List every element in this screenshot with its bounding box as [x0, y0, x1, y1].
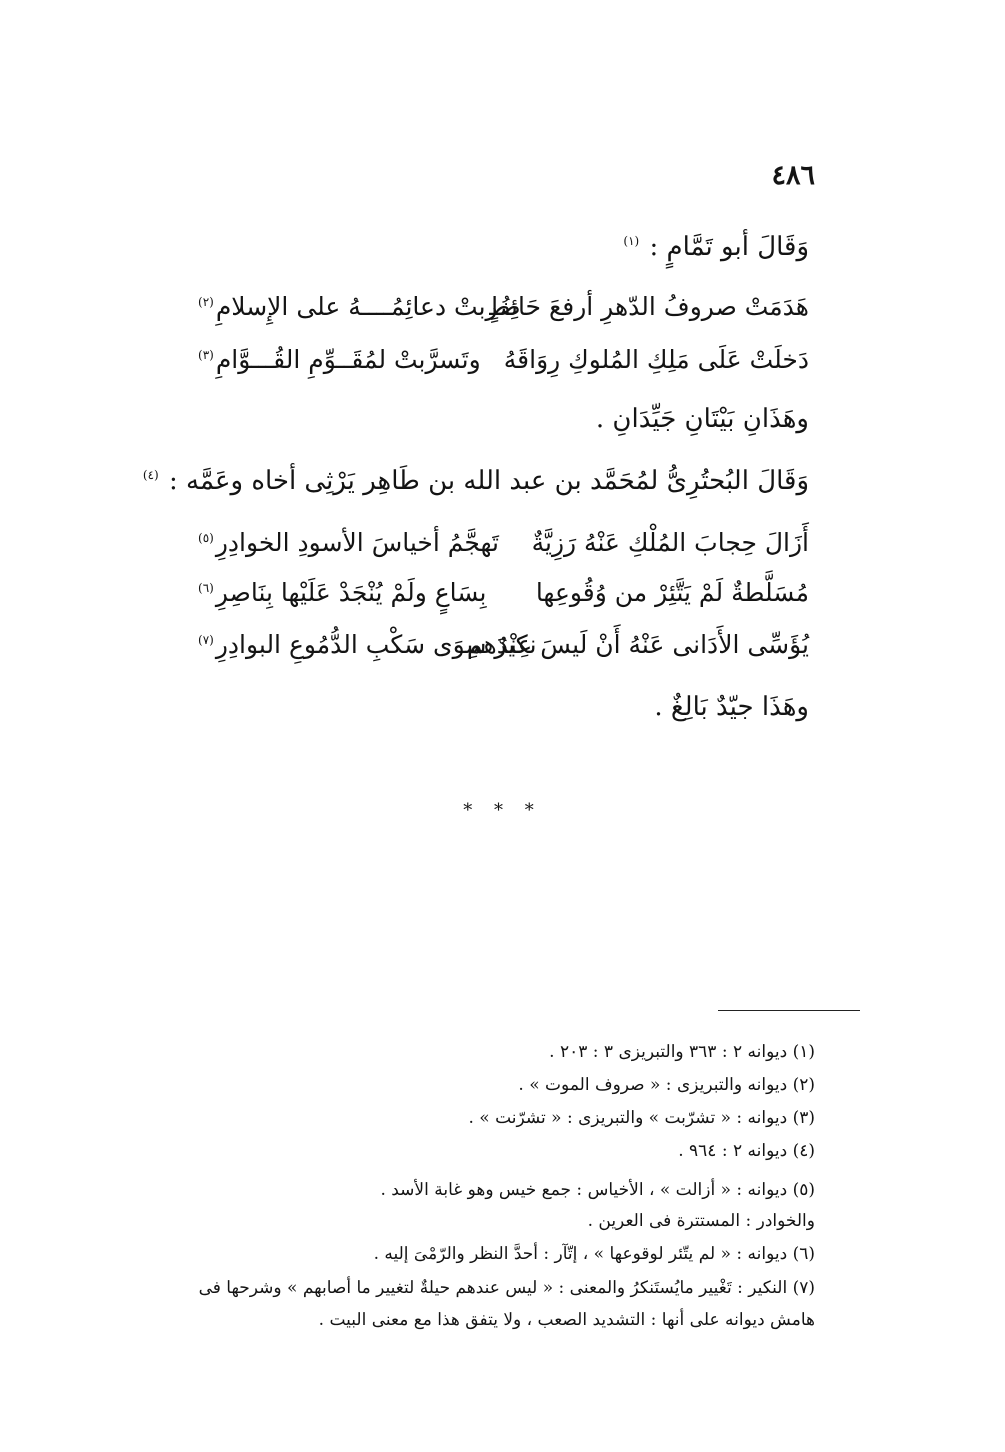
verse-5-second-hemistich — [196, 630, 537, 659]
verse-2 — [196, 345, 809, 385]
footnote-1: (١) ديوانه ٢ : ٣٦٣ والتبريزى ٣ : ٢٠٣ . — [549, 1042, 815, 1062]
footnote-ref-4: (٤) — [142, 468, 159, 483]
section-separator: * * * — [463, 800, 542, 821]
section-2-intro — [141, 466, 809, 496]
verse-4 — [196, 578, 809, 618]
verse-2-second-text: وتَسرَّبتْ لمُقَــوِّمِ القُـــوَّامِ — [215, 345, 481, 374]
page-number: ٤٨٦ — [771, 160, 815, 191]
footnote-6: (٦) ديوانه : « لم يتّئر لوقوعها » ، إتّآر : أحدَّ النظر والرّمْىَ إليه . — [373, 1244, 815, 1264]
section-2-intro-text: وَقَالَ البُحتُرِىُّ لمُحَمَّد بن عبد الله بن طَاهِر يَرْثِى أخاه وعَمَّه : — [169, 466, 809, 496]
verse-1 — [196, 292, 809, 332]
section-2-comment: وهَذَا جيّدٌ بَالِغٌ . — [654, 692, 809, 722]
verse-2-first-hemistich: دَخلَتْ عَلَى مَلِكِ المُلوكِ رِوَاقَهُ — [503, 345, 809, 374]
section-1-intro — [621, 232, 809, 262]
footnote-5-continued: والخوادر : المستترة فى العرين . — [587, 1211, 815, 1231]
verse-3-first-hemistich: أَزَالَ حِجابَ المُلْكِ عَنْهُ رَزِيَّةٌ — [531, 528, 809, 557]
verse-1-second-hemistich — [196, 292, 521, 321]
verse-5-first-hemistich: يُؤَسِّى الأَدَانى عَنْهُ أَنْ لَيسَ عِنْدَهم — [466, 630, 809, 659]
verse-1-first-hemistich: هَدَمَتْ صروفُ الدّهرِ أرفعَ حَائِطٍ — [487, 292, 809, 321]
verse-4-first-hemistich: مُسَلَّطةٌ لَمْ يَتَّئِرْ من وُقُوعِها — [535, 578, 809, 607]
verse-4-second-hemistich — [196, 578, 487, 607]
footnote-7: (٧) النكير : تَغْيير مايُستَنكرُ والمعنى : « ليس عندهم حيلةٌ لتغيير ما أصابهم » وشرحها فى هامش ديوانه على أنها : التشديد الصعب ، ولا يتفق هذا مع معنى البيت . — [198, 1278, 815, 1330]
verse-1-second-text: ضُربتْ دعائِمُــــهُ على الإِسلامِ — [215, 292, 521, 321]
verse-3-second-hemistich — [196, 528, 499, 557]
verse-5 — [196, 630, 809, 670]
section-1-intro-text: وَقَالَ أبو تَمَّامٍ : — [649, 232, 809, 262]
footnote-ref-1: (١) — [623, 234, 640, 249]
verse-4-second-text: بِسَاعٍ ولَمْ يُنْجَدْ عَلَيْها بِنَاصِرِ — [215, 578, 487, 607]
footnote-ref-5: (٥) — [198, 530, 214, 545]
footnote-ref-6: (٦) — [198, 580, 214, 595]
footnote-ref-7: (٧) — [198, 632, 214, 647]
footnote-2: (٢) ديوانه والتبريزى : « صروف الموت » . — [518, 1075, 815, 1095]
footnote-ref-2: (٢) — [198, 294, 214, 309]
footnote-4: (٤) ديوانه ٢ : ٩٦٤ . — [678, 1141, 815, 1161]
verse-3 — [196, 528, 809, 568]
section-1-comment: وهَذَانِ بَيْتَانِ جَيِّدَانِ . — [595, 404, 809, 434]
footnote-rule — [718, 1010, 860, 1011]
verse-5-second-text: نكيرٌ سِوَى سَكْبِ الدُّمُوعِ البوادِرِ — [215, 630, 537, 659]
verse-2-second-hemistich — [196, 345, 481, 374]
footnote-5: (٥) ديوانه : « أزالت » ، الأخياس : جمع خيس وهو غابة الأسد . — [380, 1180, 815, 1200]
verse-3-second-text: تَهجَّمُ أخياسَ الأسودِ الخوادِرِ — [215, 528, 499, 557]
footnote-3: (٣) ديوانه : « تشرّبت » والتبريزى : « تشرّنت » . — [468, 1108, 815, 1128]
footnote-ref-3: (٣) — [198, 347, 214, 362]
